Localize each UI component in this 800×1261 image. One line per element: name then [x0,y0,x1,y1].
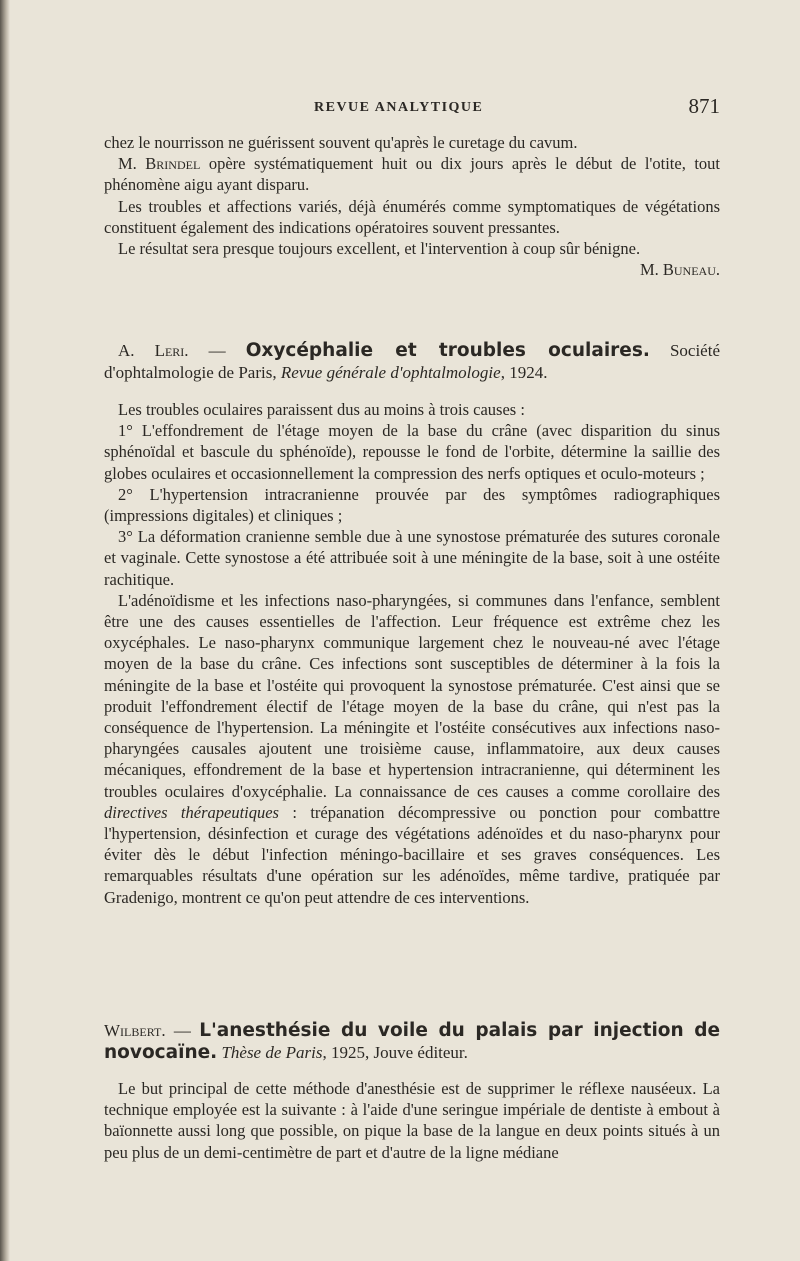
paragraph: 3° La déformation cranienne semble due à une synostose prématurée des sutures coronale et vaginale. Cette synostose a été attribuée soit à une méningite de la base, soit à une ostéite rachitique. [104,527,720,589]
article-title: L'anesthésie du voile du palais par injection de novocaïne. [104,1020,720,1063]
signature: M. Buneau. [639,260,720,280]
running-head [104,94,720,124]
article-author: A. Leri. [118,341,189,360]
article-heading: A. Leri. — Oxycéphalie et troubles oculaires. Société d'ophtalmologie de Paris, Revue générale d'ophtalmologie, 1924. [104,340,721,382]
paragraph: 1° L'effondrement de l'étage moyen de la base du crâne (avec disparition du sinus sphénoïdal et bascule du sphénoïde), repousse le fond de l'orbite, détermine la saillie des globes oculaires et occasionnellement la compression des nerfs optiques et oculo-moteurs ; [104,421,720,483]
thesis-name: Thèse de Paris [221,1043,323,1062]
paragraph: chez le nourrisson ne guérissent souvent qu'après le curetage du cavum. [104,133,578,152]
paragraph: Le résultat sera presque toujours excellent, et l'intervention à coup sûr bénigne. M. Buneau. [118,239,720,280]
article-wilbert [104,1020,720,1163]
article-author: Wilbert. [104,1021,166,1040]
article-leri [104,340,720,908]
article-heading: Wilbert. — L'anesthésie du voile du palais par injection de novocaïne. Thèse de Paris, 1925, Jouve éditeur. [104,1020,720,1063]
page-edge [0,0,10,1261]
running-head-title: REVUE ANALYTIQUE [314,100,484,115]
page-number: 871 [688,94,720,118]
previous-article-end [104,132,720,280]
author-name: M. Brindel [118,154,201,174]
paragraph: Les troubles oculaires paraissent dus au moins à trois causes : [118,400,525,419]
paragraph: 2° L'hypertension intracranienne prouvée par des symptômes radiographiques (impressions digitales) et cliniques ; [104,484,720,526]
article-title: Oxycéphalie et troubles oculaires. [245,340,650,361]
paragraph: M. Brindel opère systématiquement huit ou dix jours après le début de l'otite, tout phénomène aigu ayant disparu. [104,154,721,195]
journal-name: Revue générale d'ophtalmologie [280,363,501,382]
paragraph: Les troubles et affections variés, déjà énumérés comme symptomatiques de végétations constituent également des indications opératoires souvent pressantes. [104,196,720,237]
paragraph: L'adénoïdisme et les infections naso-pharyngées, si communes dans l'enfance, semblent être une des causes essentielles de l'affection. Leur fréquence est extrême chez les oxycéphales. Le naso-pharynx communique largement chez le nouveau-né avec l'étage moyen de la base du crâne. Ces infections sont susceptibles de déterminer à la fois la méningite de la base et l'ostéite qui provoquent la synostose prématurée. C'est ainsi que se produit l'effondrement électif de l'étage moyen de la base du crâne, qui n'est pas la conséquence de l'hypertension. La méningite et l'ostéite consécutives aux infections naso-pharyngées causales ajoutent une troisième cause, inflammatoire, aux deux causes mécaniques, effondrement de la base et hypertension intracranienne, qui déterminent les troubles oculaires d'oxycéphalie. La connaissance de ces causes a comme corollaire des directives thérapeutiques : trépanation décompressive ou ponction pour combattre l'hypertension, désinfection et curage des végétations adénoïdes et du naso-pharynx pour éviter dès le début l'infection méningo-bacillaire et ses graves conséquences. Les remarquables résultats d'une opération sur les adénoïdes, même tardive, pratiquée par Gradenigo, montrent ce qu'on peut attendre de ces interventions. [104,590,720,907]
paragraph: Le but principal de cette méthode d'anesthésie est de supprimer le réflexe nauséeux. La technique employée est la suivante : à l'aide d'une seringue impériale de dentiste à embout à baïonnette aussi long que possible, on pique la base de la langue en deux points situés à un peu plus de un demi-centimètre de part et d'autre de la ligne médiane [104,1079,720,1162]
